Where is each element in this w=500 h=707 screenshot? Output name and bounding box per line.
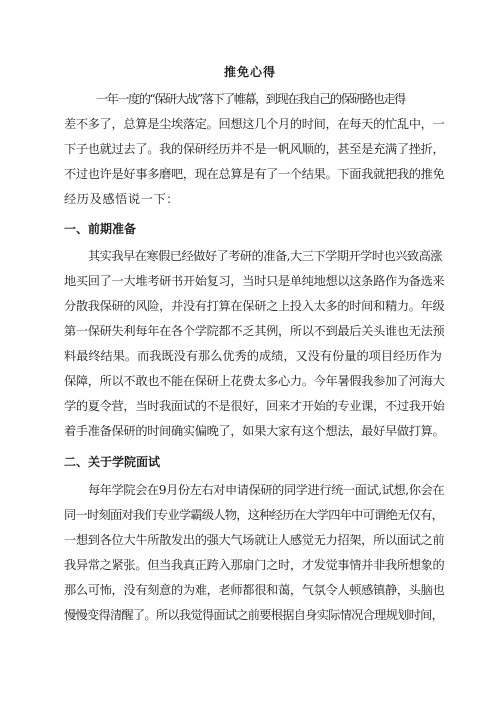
paragraph1-line-1: 一年一度的“保研大战”落下了帷幕，到现在我自己的保研路也走得 xyxy=(96,92,405,106)
paragraph3-line-6: 慢慢变得清醒了。所以我觉得面试之前要根据自身实际情况合理规划时间， xyxy=(64,608,444,622)
paragraph2-line-3: 分散我保研的风险，并没有打算在保研之上投入太多的时间和精力。年级 xyxy=(64,299,445,313)
paragraph2-line-1: 其实我早在寒假已经做好了考研的准备,大三下学期开学时也兴致高涨 xyxy=(88,249,442,263)
paragraph3-line-2: 同一时刻面对我们专业学霸级人物，这种经历在大学四年中可谓绝无仅有， xyxy=(64,508,444,522)
paragraph1-line-4: 不过也许是好事多磨吧，现在总算是有了一个结果。下面我就把我的推免 xyxy=(64,167,445,181)
paragraph1-line-2: 差不多了，总算是尘埃落定。回想这几个月的时间，在每天的忙乱中，一 xyxy=(64,117,445,131)
paragraph2-line-5: 料最终结果。而我既没有那么优秀的成绩，又没有份量的项目经历作为 xyxy=(64,349,442,363)
paragraph3-line-3: 一想到各位大牛所散发出的强大气场就让人感觉无力招架，所以面试之前 xyxy=(64,533,445,547)
paragraph1-line-3: 下子也就过去了。我的保研经历并不是一帆风顺的，甚至是充满了挫折， xyxy=(64,142,445,156)
document-title: 推免心得 xyxy=(223,65,276,79)
section-heading-interview: 二、关于学院面试 xyxy=(64,455,161,469)
paragraph2-line-7: 学的夏令营，当时我面试的不是很好，回来才开始的专业课，不过我开始 xyxy=(64,399,445,413)
paragraph2-line-6: 保障，所以不敢也不能在保研上花费太多心力。今年暑假我参加了河海大 xyxy=(64,374,445,388)
paragraph3-line-1: 每年学院会在9月份左右对申请保研的同学进行统一面试,试想,你会在 xyxy=(88,483,445,497)
paragraph2-line-2: 地买回了一大堆考研书开始复习，当时只是单纯地想以这条路作为备选来 xyxy=(64,274,445,288)
paragraph3-line-4: 我异常之紧张。但当我真正跨入那扇门之时，才发觉事情并非我所想象的 xyxy=(64,558,445,572)
paragraph1-line-5: 经历及感悟说一下： xyxy=(64,192,180,206)
paragraph3-line-5: 那么可怖，没有刻意的为难，老师都很和蔼，气氛令人顿感镇静，头脑也 xyxy=(64,583,445,597)
paragraph2-line-8: 着手准备保研的时间确实偏晚了，如果大家有这个想法，最好早做打算。 xyxy=(64,424,445,438)
section-heading-preparation: 一、前期准备 xyxy=(64,222,137,236)
paragraph2-line-4: 第一保研失利每年在各个学院都不乏其例，所以不到最后关头谁也无法预 xyxy=(64,324,445,338)
